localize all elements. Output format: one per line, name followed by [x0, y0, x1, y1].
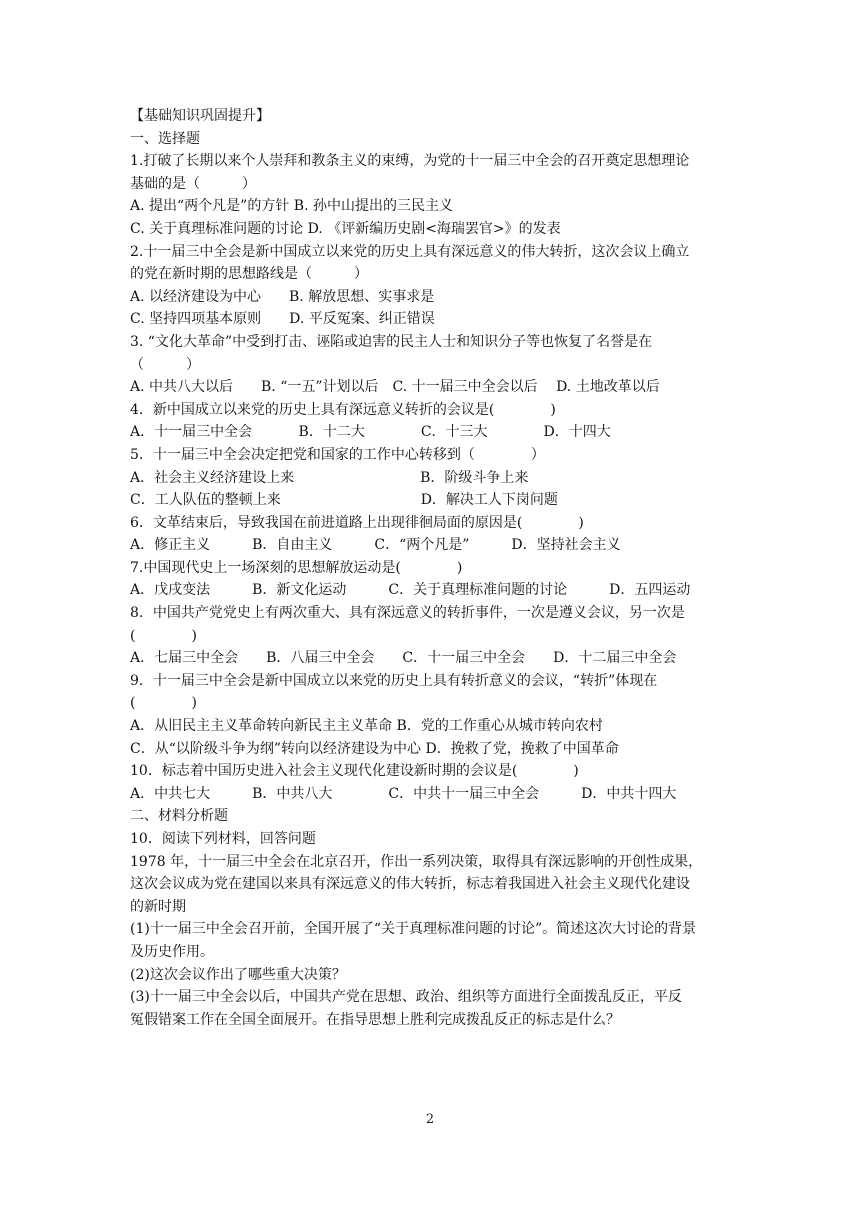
option-line: A．七届三中全会 B．八届三中全会 C．十一届三中全会 D．十二届三中全会 [130, 650, 677, 667]
section-title: 【基础知识巩固提升】 [130, 108, 270, 124]
question-line: 基础的是（ ） [130, 175, 256, 192]
page-number: 2 [425, 1112, 435, 1127]
option-line: A. 中共八大以后 B. “一五”计划以后 C. 十一届三中全会以后 D. 土地改革以后 [130, 379, 660, 396]
question-line: 10．标志着中国历史进入社会主义现代化建设新时期的会议是( ) [130, 763, 579, 780]
question-line: 4．新中国成立以来党的历史上具有深远意义转折的会议是( ) [130, 401, 556, 418]
material-line: 冤假错案工作在全国全面展开。在指导思想上胜利完成拨乱反正的标志是什么？ [130, 1011, 620, 1028]
option-line: C．从“以阶级斗争为纲”转向以经济建设为中心 D．挽救了党，挽救了中国革命 [130, 740, 619, 757]
question-line: 9．十一届三中全会是新中国成立以来党的历史上具有转折意义的会议，“转折”体现在 [130, 672, 658, 689]
question-line: ( ) [130, 627, 197, 644]
material-line: 的新时期 [130, 898, 186, 915]
part2-title: 二、材料分析题 [130, 808, 228, 825]
option-line: C．工人队伍的整顿上来 D．解决工人下岗问题 [130, 492, 558, 509]
question-line: 1.打破了长期以来个人崇拜和教条主义的束缚，为党的十一届三中全会的召开奠定思想理论 [130, 153, 690, 170]
part1-title: 一、选择题 [130, 130, 200, 147]
material-line: 1978 年，十一届三中全会在北京召开，作出一系列决策，取得具有深远影响的开创性成果， [130, 853, 703, 870]
question-line: 3. “文化大革命”中受到打击、诬陷或迫害的民主人士和知识分子等也恢复了名誉是在 [130, 333, 653, 350]
material-line: 及历史作用。 [130, 943, 214, 960]
option-line: C. 关于真理标准问题的讨论 D. 《评新编历史剧<海瑞罢官>》的发表 [130, 220, 561, 237]
option-line: A．中共七大 B．中共八大 C．中共十一届三中全会 D．中共十四大 [130, 785, 677, 802]
question-line: ( ) [130, 695, 197, 712]
document-body [130, 105, 730, 1031]
material-line: (3)十一届三中全会以后，中国共产党在思想、政治、组织等方面进行全面拨乱反正，平反 [130, 989, 682, 1006]
question-line: 8．中国共产党党史上有两次重大、具有深远意义的转折事件，一次是遵义会议，另一次是 [130, 605, 685, 622]
question-line: 5．十一届三中全会决定把党和国家的工作中心转移到（ ） [130, 446, 545, 463]
question-line: 的党在新时期的思想路线是（ ） [130, 266, 368, 283]
option-line: A．十一届三中全会 B．十二大 C．十三大 D．十四大 [130, 424, 611, 441]
material-line: (2)这次会议作出了哪些重大决策？ [130, 966, 346, 983]
material-line: 10．阅读下列材料，回答问题 [130, 831, 316, 847]
question-line: （ ） [130, 356, 200, 373]
option-line: A. 以经济建设为中心 B. 解放思想、实事求是 [130, 288, 435, 305]
material-line: 这次会议成为党在建国以来具有深远意义的伟大转折，标志着我国进入社会主义现代化建设 [130, 876, 690, 893]
question-line: 6．文革结束后，导致我国在前进道路上出现徘徊局面的原因是( ) [130, 514, 584, 531]
question-line: 2.十一届三中全会是新中国成立以来党的历史上具有深远意义的伟大转折，这次会议上确立 [130, 243, 690, 260]
option-line: C. 坚持四项基本原则 D. 平反冤案、纠正错误 [130, 311, 435, 328]
option-line: A．修正主义 B．自由主义 C．“两个凡是” D．坚持社会主义 [130, 537, 621, 554]
question-line: 7.中国现代史上一场深刻的思想解放运动是( ) [130, 559, 463, 576]
option-line: A．戊戌变法 B．新文化运动 C．关于真理标准问题的讨论 D．五四运动 [130, 582, 691, 599]
material-line: (1)十一届三中全会召开前，全国开展了“关于真理标准问题的讨论”。简述这次大讨论的背景 [130, 921, 697, 938]
option-line: A. 提出“两个凡是”的方针 B. 孙中山提出的三民主义 [130, 198, 453, 215]
option-line: A．从旧民主主义革命转向新民主主义革命 B．党的工作重心从城市转向农村 [130, 718, 603, 735]
option-line: A．社会主义经济建设上来 B．阶级斗争上来 [130, 469, 529, 486]
